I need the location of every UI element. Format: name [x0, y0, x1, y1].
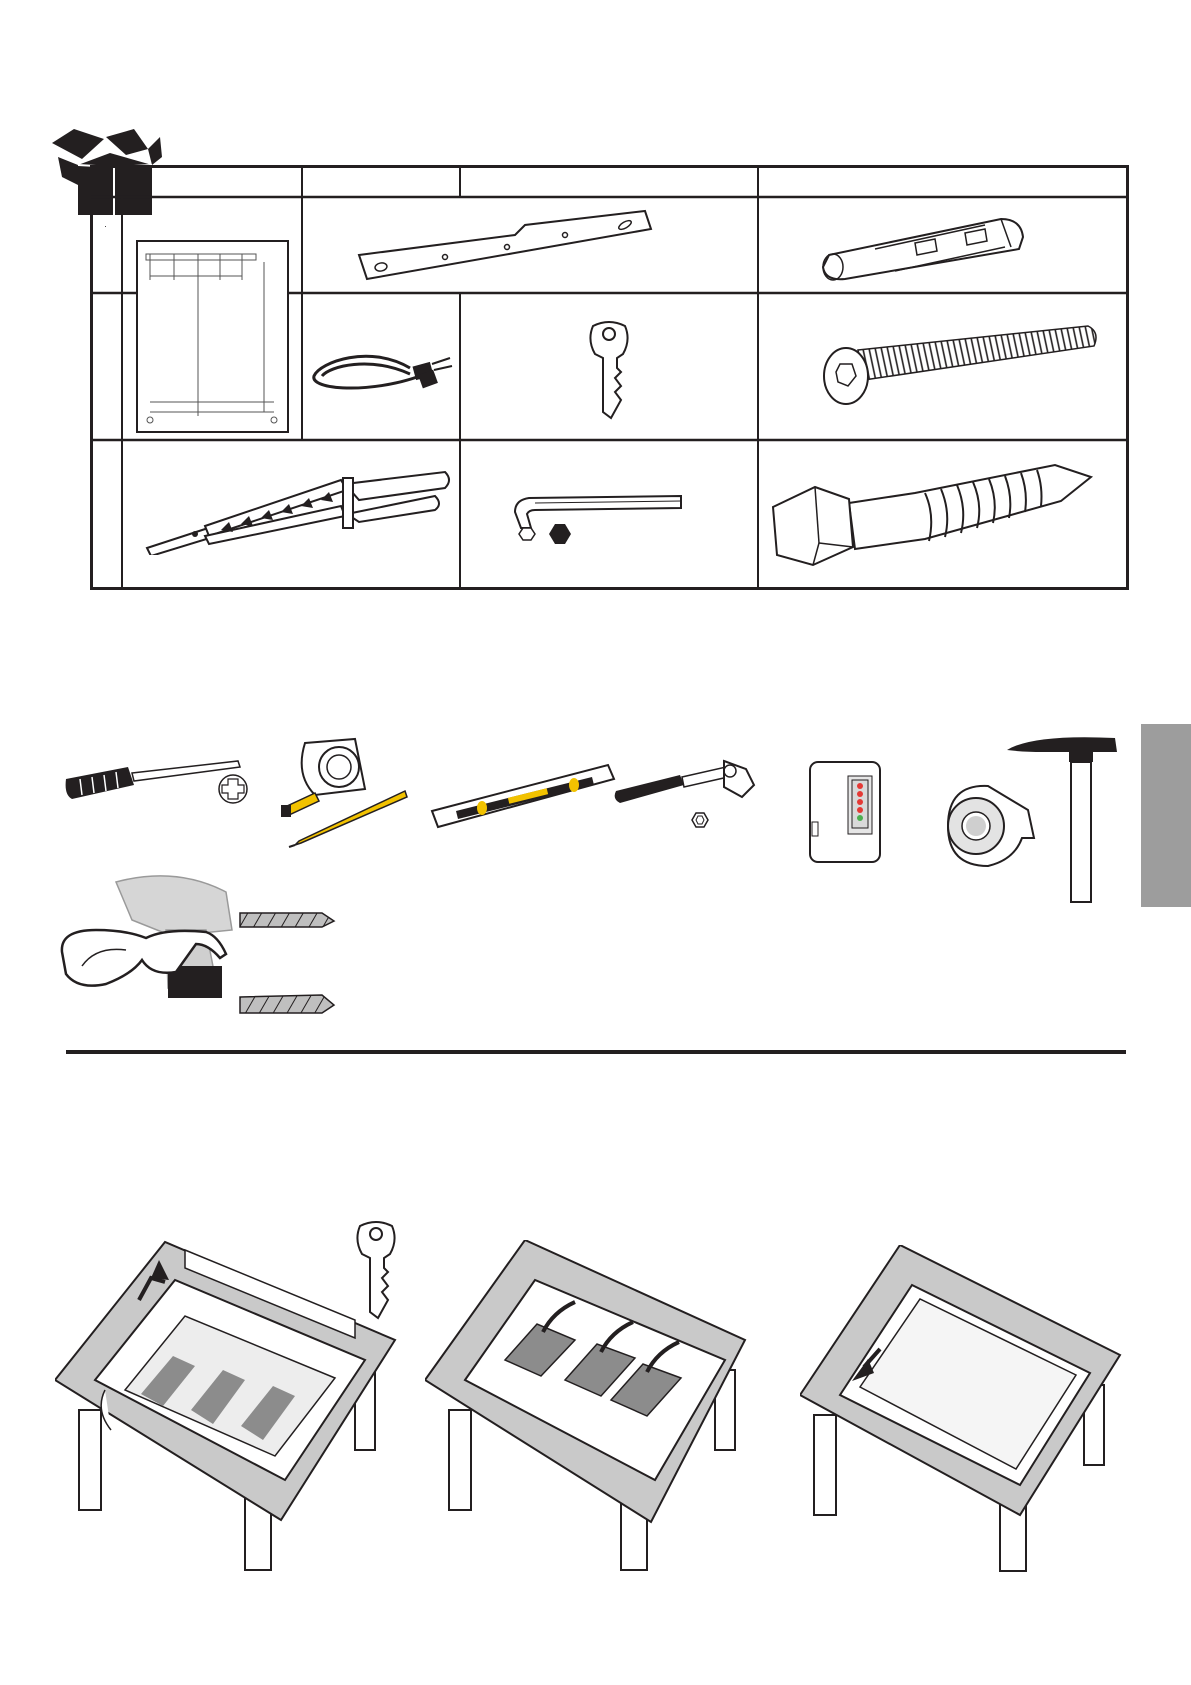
- mounting-bracket: [355, 205, 655, 285]
- power-cord: [310, 348, 460, 398]
- stud-finder: [808, 760, 883, 865]
- key: [585, 320, 635, 420]
- button-head-bolt: [818, 320, 1103, 410]
- step-3-close-and-lock: [800, 1245, 1130, 1575]
- tape-measure-and-pencil: [275, 735, 415, 850]
- section-tab: [1141, 724, 1191, 907]
- drill-bits: [238, 905, 338, 1020]
- step-2-remove-packing-blocks: [425, 1240, 765, 1575]
- template-sheet: [136, 240, 290, 434]
- step-1-key: [352, 1220, 402, 1320]
- phillips-screwdriver: [62, 755, 262, 815]
- safety-glasses-and-drill: [56, 870, 236, 1000]
- hex-key: [505, 488, 685, 550]
- spirit-level: [428, 755, 618, 835]
- anti-tip-strap: [145, 470, 455, 555]
- section-divider: [66, 1050, 1126, 1054]
- socket-wrench: [612, 755, 762, 830]
- wall-anchor: [815, 205, 1040, 285]
- hammer: [1003, 730, 1121, 905]
- row-marker: ·: [104, 221, 107, 231]
- lag-screw: [765, 455, 1095, 570]
